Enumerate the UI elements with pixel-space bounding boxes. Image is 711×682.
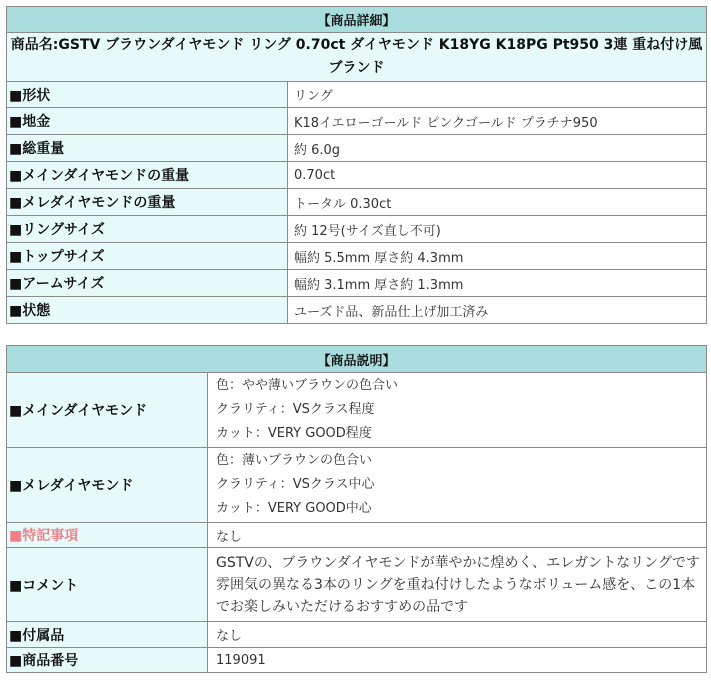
melee-diamond-weight-value: トータル 0.30ct bbox=[288, 189, 707, 216]
product-name: 商品名:GSTV ブラウンダイヤモンド リング 0.70ct ダイヤモンド K18YG K18PG Pt950 3連 重ね付け風 ブランド bbox=[7, 33, 707, 82]
table-row bbox=[7, 108, 707, 135]
total-weight-value: 約 6.0g bbox=[288, 135, 707, 162]
comment-text: GSTVの、ブラウンダイヤモンドが華やかに煌めく、エレガントなリングです雰囲気の異なる3本のリングを重ね付けしたようなボリューム感を、この1本でお楽しみいただけるおすすめの品です bbox=[208, 548, 707, 622]
table-row bbox=[7, 648, 707, 673]
metal-label: ■地金 bbox=[7, 108, 288, 135]
melee-diamond-color: 色：薄いブラウンの色合い bbox=[216, 453, 373, 468]
main-diamond-label: ■メインダイヤモンド bbox=[7, 373, 208, 448]
main-diamond-cut: カット：VERY GOOD程度 bbox=[216, 426, 372, 441]
accessories-label: ■付属品 bbox=[7, 622, 208, 648]
table-row bbox=[7, 448, 707, 523]
main-diamond-color: 色：やや薄いブラウンの色合い bbox=[216, 378, 399, 393]
product-number-label: ■商品番号 bbox=[7, 648, 208, 673]
top-size-value: 幅約 5.5mm 厚さ約 4.3mm bbox=[288, 243, 707, 270]
product-detail-table bbox=[6, 6, 707, 324]
shape-value: リング bbox=[288, 82, 707, 108]
table-row bbox=[7, 216, 707, 243]
condition-value: ユーズド品、新品仕上げ加工済み bbox=[288, 297, 707, 324]
table-row bbox=[7, 270, 707, 297]
table-row bbox=[7, 523, 707, 548]
table-row bbox=[7, 622, 707, 648]
special-notes-value: なし bbox=[208, 523, 707, 548]
ring-size-value: 約 12号(サイズ直し不可) bbox=[288, 216, 707, 243]
melee-diamond-clarity: クラリティ：VSクラス中心 bbox=[216, 477, 375, 492]
main-diamond-clarity: クラリティ：VSクラス程度 bbox=[216, 402, 375, 417]
melee-diamond-details bbox=[208, 448, 707, 523]
total-weight-label: ■総重量 bbox=[7, 135, 288, 162]
metal-value: K18イエローゴールド ピンクゴールド プラチナ950 bbox=[288, 108, 707, 135]
comment-label: ■コメント bbox=[7, 548, 208, 622]
special-notes-label: ■特記事項 bbox=[7, 523, 208, 548]
melee-diamond-label: ■メレダイヤモンド bbox=[7, 448, 208, 523]
table-row bbox=[7, 135, 707, 162]
condition-label: ■状態 bbox=[7, 297, 288, 324]
shape-label: ■形状 bbox=[7, 82, 288, 108]
product-description-table bbox=[6, 345, 707, 673]
table-row bbox=[7, 189, 707, 216]
melee-diamond-weight-label: ■メレダイヤモンドの重量 bbox=[7, 189, 288, 216]
table-row bbox=[7, 548, 707, 622]
table-row bbox=[7, 162, 707, 189]
arm-size-label: ■アームサイズ bbox=[7, 270, 288, 297]
arm-size-value: 幅約 3.1mm 厚さ約 1.3mm bbox=[288, 270, 707, 297]
main-diamond-weight-value: 0.70ct bbox=[288, 162, 707, 189]
detail-header: 【商品詳細】 bbox=[7, 7, 707, 33]
ring-size-label: ■リングサイズ bbox=[7, 216, 288, 243]
main-diamond-weight-label: ■メインダイヤモンドの重量 bbox=[7, 162, 288, 189]
main-diamond-details bbox=[208, 373, 707, 448]
table-row bbox=[7, 373, 707, 448]
product-number-value: 119091 bbox=[208, 648, 707, 673]
table-row bbox=[7, 82, 707, 108]
description-header: 【商品説明】 bbox=[7, 346, 707, 373]
table-row bbox=[7, 243, 707, 270]
accessories-value: なし bbox=[208, 622, 707, 648]
top-size-label: ■トップサイズ bbox=[7, 243, 288, 270]
table-row bbox=[7, 297, 707, 324]
melee-diamond-cut: カット：VERY GOOD中心 bbox=[216, 501, 372, 516]
